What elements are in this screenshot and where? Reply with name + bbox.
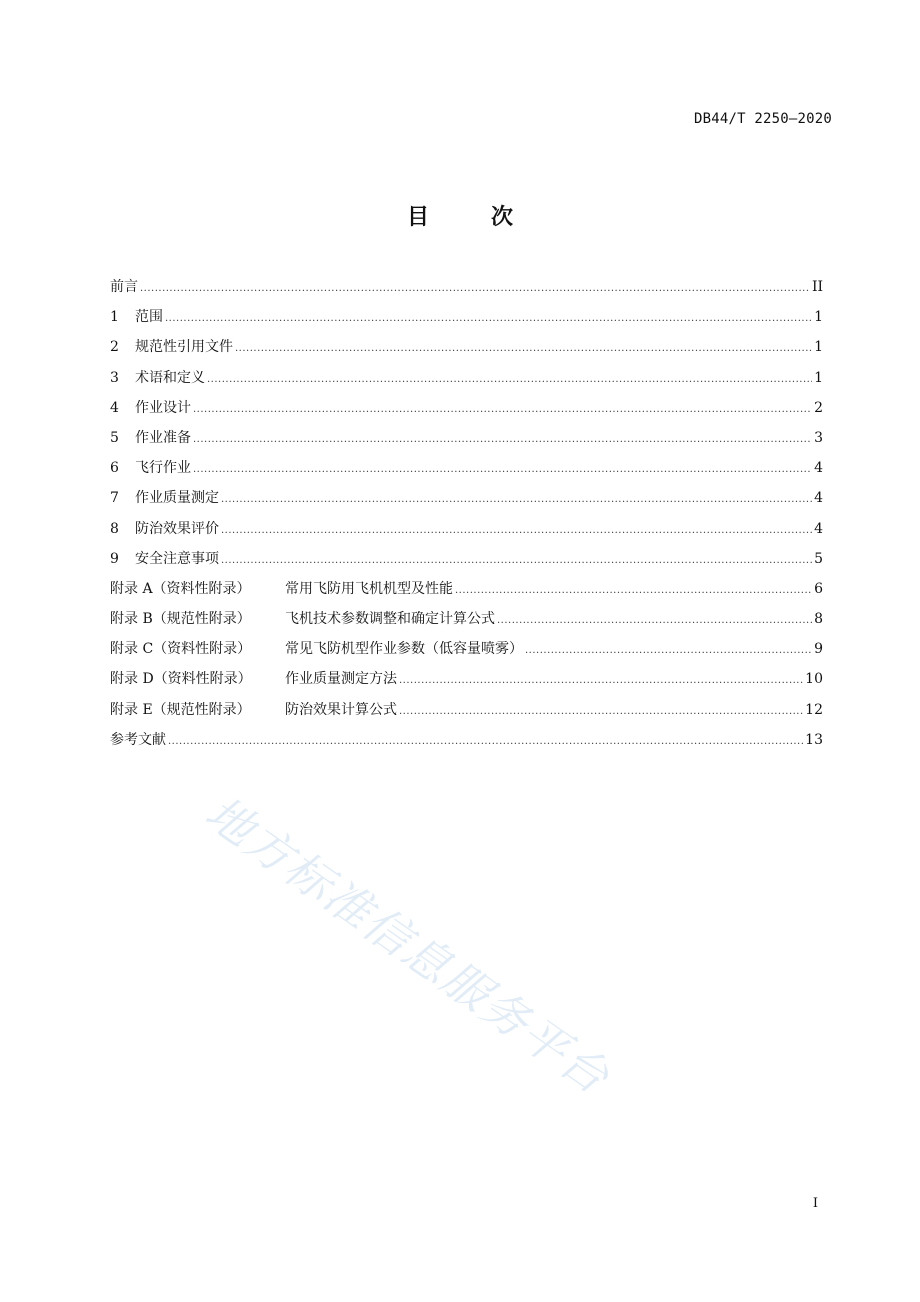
toc-appendix-label: 附录 A（资料性附录） (110, 580, 251, 597)
toc-title (0, 200, 920, 231)
toc-entry-page: 8 (814, 611, 823, 628)
toc-entry-appendix-c[interactable] (110, 638, 823, 668)
toc-leader (221, 494, 812, 505)
toc-entry-title: 防治效果计算公式 (285, 701, 397, 718)
toc-entry-appendix-b[interactable] (110, 608, 823, 638)
toc-leader (168, 736, 803, 747)
toc-entry-title: 安全注意事项 (135, 550, 219, 567)
toc-entry-7[interactable] (110, 487, 823, 517)
toc-entry-title: 常用飞防用飞机机型及性能 (285, 580, 453, 597)
toc-appendix-label: 附录 D（资料性附录） (110, 671, 252, 688)
toc-entry-appendix-a[interactable] (110, 578, 823, 608)
toc-entry-page: 12 (805, 701, 823, 718)
toc-entry-5[interactable] (110, 427, 823, 457)
toc-entry-title: 范围 (135, 309, 163, 326)
toc-entry-page: 4 (814, 490, 823, 507)
toc-leader (399, 706, 803, 717)
toc-entry-number: 2 (110, 339, 119, 356)
toc-leader (193, 464, 812, 475)
toc-entry-6[interactable] (110, 457, 823, 487)
toc-entry-page: 13 (805, 731, 823, 748)
toc-appendix-label: 附录 E（规范性附录） (110, 701, 251, 718)
toc-leader (140, 283, 810, 294)
toc-leader (235, 343, 812, 354)
toc-entry-number: 9 (110, 550, 119, 567)
toc-entry-page: 3 (814, 429, 823, 446)
toc-entry-number: 4 (110, 399, 119, 416)
toc-entry-4[interactable] (110, 397, 823, 427)
toc-entry-title: 规范性引用文件 (135, 339, 233, 356)
toc-entry-number: 6 (110, 460, 119, 477)
toc-entry-number: 3 (110, 369, 119, 386)
toc-leader (193, 404, 812, 415)
toc-entry-page: 4 (814, 520, 823, 537)
toc-entry-title: 术语和定义 (135, 369, 205, 386)
toc-entry-3[interactable] (110, 367, 823, 397)
toc-entry-page: II (811, 279, 823, 295)
toc-entry-page: 2 (814, 399, 823, 416)
toc-leader (207, 374, 812, 385)
toc-entry-8[interactable] (110, 518, 823, 548)
toc-entry-title: 参考文献 (110, 731, 166, 748)
toc-leader (399, 675, 803, 686)
standard-code: DB44/T 2250—2020 (693, 111, 832, 127)
toc-entry-title: 常见飞防机型作业参数（低容量喷雾） (285, 641, 523, 658)
toc-leader (221, 525, 812, 536)
toc-entry-title: 飞行作业 (135, 460, 191, 477)
toc-leader (497, 615, 812, 626)
toc-entry-page: 1 (814, 369, 823, 386)
toc-entry-page: 1 (814, 309, 823, 326)
toc-entry-appendix-d[interactable] (110, 668, 823, 698)
toc-entry-number: 8 (110, 520, 119, 537)
toc-leader (455, 585, 812, 596)
toc-entry-title: 飞机技术参数调整和确定计算公式 (285, 611, 495, 628)
toc-leader (525, 645, 812, 656)
toc-leader (221, 555, 812, 566)
toc-entry-title: 作业准备 (135, 429, 191, 446)
toc-entry-title: 作业质量测定 (135, 490, 219, 507)
toc-appendix-label: 附录 B（规范性附录） (110, 611, 251, 628)
toc-entry-preface[interactable] (110, 276, 823, 306)
toc-entry-number: 1 (110, 309, 119, 326)
toc-entry-title: 作业设计 (135, 399, 191, 416)
toc-appendix-label: 附录 C（资料性附录） (110, 641, 252, 658)
toc-title-char-1: 目 (406, 205, 429, 230)
toc-entry-1[interactable] (110, 306, 823, 336)
toc-entry-page: 10 (805, 671, 823, 688)
toc-entry-title: 防治效果评价 (135, 520, 219, 537)
toc-entry-title: 作业质量测定方法 (285, 671, 397, 688)
toc-leader (193, 434, 812, 445)
toc-entry-page: 9 (814, 641, 823, 658)
toc-title-char-2: 次 (491, 205, 514, 230)
toc-entry-page: 6 (814, 580, 823, 597)
toc-entry-page: 4 (814, 460, 823, 477)
page-number: I (812, 1196, 818, 1211)
toc-entry-number: 7 (110, 490, 119, 507)
watermark: 地方标准信息服务平台 (195, 785, 621, 1105)
toc-entry-page: 1 (814, 339, 823, 356)
toc-leader (165, 313, 812, 324)
toc-entry-appendix-e[interactable] (110, 699, 823, 729)
toc-entry-9[interactable] (110, 548, 823, 578)
toc-entry-references[interactable] (110, 729, 823, 759)
toc-list (110, 276, 823, 759)
toc-entry-page: 5 (814, 550, 823, 567)
toc-entry-2[interactable] (110, 336, 823, 366)
toc-entry-number: 5 (110, 429, 119, 446)
toc-entry-title: 前言 (110, 279, 138, 295)
